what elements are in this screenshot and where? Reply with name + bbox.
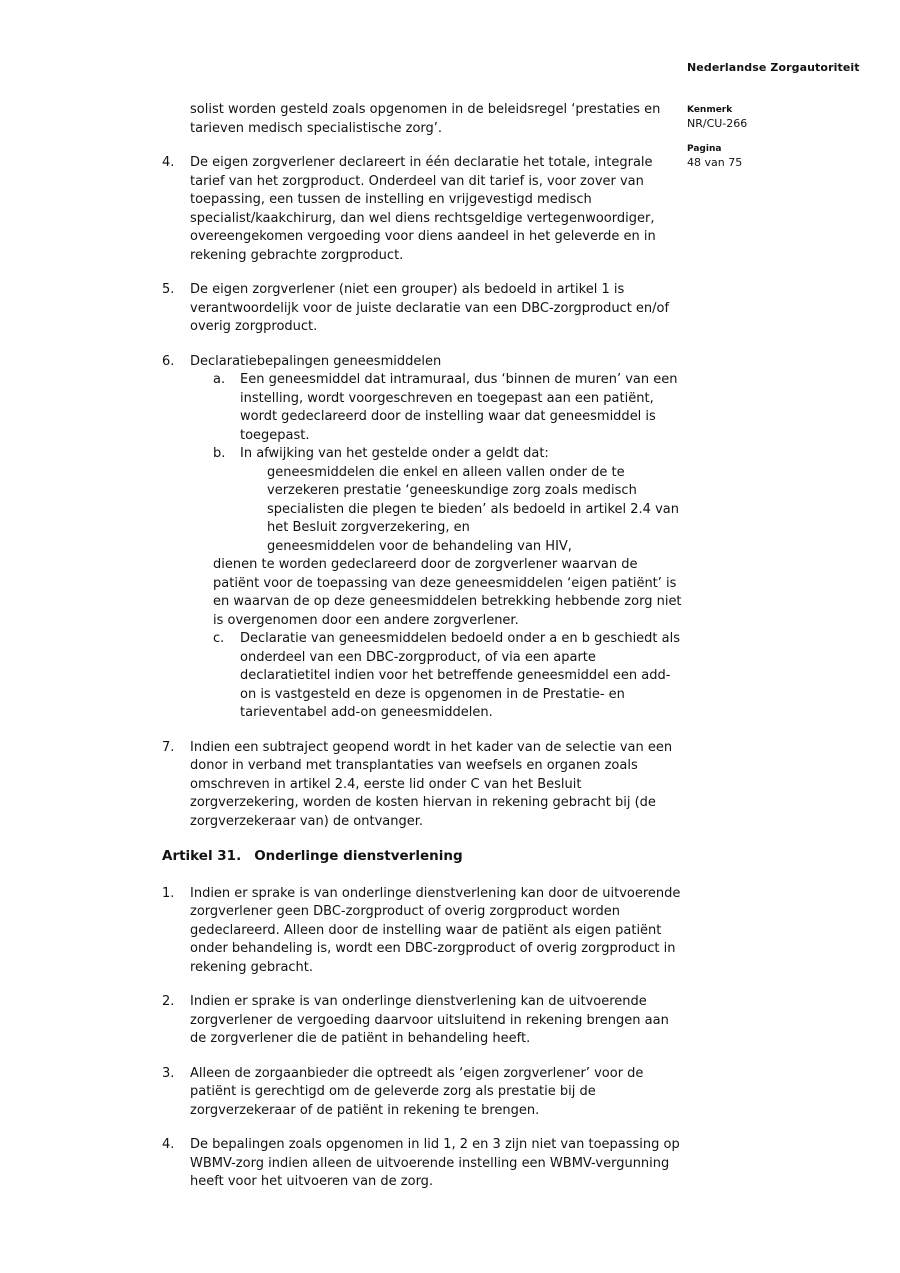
kenmerk-value: NR/CU-266 (687, 117, 748, 130)
article-title: Onderlinge dienstverlening (254, 848, 463, 864)
list-item-text: De eigen zorgverlener declareert in één declaratie het totale, integrale tarief van het zorgproduct. Onderdeel van dit tarief is, voor zover van toepassing, een tussen de instelling en vrijgevestigd medisch specialist/kaakchirurg, dan wel diens rechtsgeldige vertegenwoordiger, overeengekomen vergoeding voor diens aandeel in het geleverde en in rekening gebrachte zorgproduct. (190, 155, 656, 263)
document-body (162, 101, 682, 1208)
sub-item-letter: a. (213, 372, 226, 387)
list-item-number: 3. (162, 1065, 175, 1081)
article-heading (162, 847, 682, 866)
list-item-text: Declaratiebepalingen geneesmiddelen (190, 353, 442, 369)
pagina-label: Pagina (687, 144, 722, 154)
list-item-number: 5. (162, 282, 175, 297)
org-name: Nederlandse Zorgautoriteit (687, 61, 860, 74)
list-item-number: 6. (162, 353, 175, 369)
sub-item-a (213, 371, 682, 445)
sub-item-text: Declaratie van geneesmiddelen bedoeld onder a en b geschiedt als onderdeel van een DBC-zorgproduct, of via een aparte declaratietitel indien voor het betreffende geneesmiddel een add-on is vastgesteld en deze is opgenomen in de Prestatie- en tarieventabel add-on geneesmiddelen. (240, 631, 681, 720)
kenmerk-label: Kenmerk (687, 105, 733, 115)
indented-clause: geneesmiddelen voor de behandeling van HIV, (267, 538, 572, 554)
sub-item-continuation: dienen te worden gedeclareerd door de zorgverlener waarvan de patiënt voor de toepassing van deze geneesmiddelen ‘eigen patiënt’ is en waarvan de op deze geneesmiddelen betrekking hebbende zorg niet is overgenomen door een andere zorgverlener. (213, 557, 682, 628)
indented-clause: geneesmiddelen die enkel en alleen vallen onder de te verzekeren prestatie ‘geneeskundige zorg zoals medisch specialisten die plegen te bieden’ als bedoeld in artikel 2.4 van het Besluit zorgverzekering, en (267, 464, 679, 535)
list-item-6 (162, 353, 682, 723)
pagina-value: 48 van 75 (687, 156, 743, 169)
list-item-number: 7. (162, 739, 175, 755)
list-item-text: Alleen de zorgaanbieder die optreedt als ‘eigen zorgverlener’ voor de patiënt is gerechtigd om de geleverde zorg als prestatie bij de zorgverzekeraar of de patiënt in rekening te brengen. (190, 1065, 644, 1118)
list-item-number: 4. (162, 1137, 175, 1152)
list-item-5 (162, 281, 682, 337)
sub-item-c (213, 630, 682, 723)
sub-item-body (240, 445, 682, 556)
sub-item-letter: c. (213, 631, 225, 646)
sub-item-b (213, 445, 682, 556)
meta-sidebar (687, 105, 857, 183)
paragraph-continuation: solist worden gesteld zoals opgenomen in de beleidsregel ‘prestaties en tarieven medisch specialistische zorg’. (190, 102, 661, 136)
list-item-number: 4. (162, 155, 175, 170)
sub-item-text: Een geneesmiddel dat intramuraal, dus ‘binnen de muren’ van een instelling, wordt voorgeschreven en toegepast aan een patiënt, wordt gedeclareerd door de instelling waar dat geneesmiddel is toegepast. (240, 372, 678, 443)
sub-item-text: In afwijking van het gestelde onder a geldt dat: (240, 446, 549, 461)
sub-item-letter: b. (213, 446, 226, 461)
list-item-text: De bepalingen zoals opgenomen in lid 1, 2 en 3 zijn niet van toepassing op WBMV-zorg indien alleen de uitvoerende instelling een WBMV-vergunning heeft voor het uitvoeren van de zorg. (190, 1137, 680, 1189)
list-item-4b (162, 1136, 682, 1192)
list-item-text: Indien een subtraject geopend wordt in het kader van de selectie van een donor in verband met transplantaties van weefsels en organen zoals omschreven in artikel 2.4, eerste lid onder C van het Besluit zorgverzekering, worden de kosten hiervan in rekening gebracht bij (de zorgverzekeraar van) de ontvanger. (190, 739, 673, 829)
list-item-2 (162, 993, 682, 1049)
list-item-3 (162, 1065, 682, 1121)
list-item-number: 2. (162, 994, 175, 1009)
list-item-4 (162, 154, 682, 265)
list-item-7 (162, 739, 682, 832)
list-item-number: 1. (162, 885, 175, 901)
list-item-text: Indien er sprake is van onderlinge dienstverlening kan de uitvoerende zorgverlener de vergoeding daarvoor uitsluitend in rekening brengen aan de zorgverlener die de patiënt in behandeling heeft. (190, 994, 669, 1046)
list-item-text: Indien er sprake is van onderlinge dienstverlening kan door de uitvoerende zorgverlener geen DBC-zorgproduct of overig zorgproduct worden gedeclareerd. Alleen door de instelling waar de patiënt als eigen patiënt onder behandeling is, wordt een DBC-zorgproduct of overig zorgproduct in rekening gebracht. (190, 885, 681, 975)
article-number: Artikel 31. (162, 848, 242, 864)
list-item-body (190, 353, 682, 723)
list-item-1 (162, 885, 682, 978)
list-item-text: De eigen zorgverlener (niet een grouper) als bedoeld in artikel 1 is verantwoordelijk voor de juiste declaratie van een DBC-zorgproduct en/of overig zorgproduct. (190, 282, 670, 334)
